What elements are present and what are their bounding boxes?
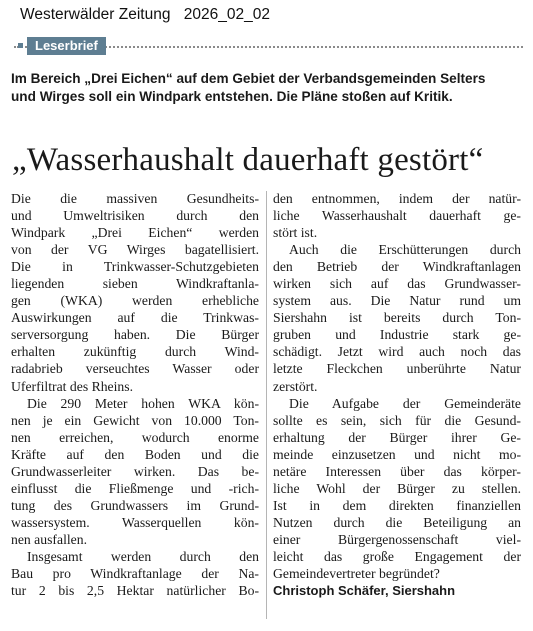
- text-line: Windpark „Drei Eichen“ werden: [11, 225, 259, 241]
- text-line: serversorgung haben. Die Bürger: [11, 327, 259, 343]
- article-teaser: Im Bereich „Drei Eichen“ auf dem Gebiet der Verbandsgemeinden Selters und Wirges soll ein Windpark entstehen. Die Pläne stoßen auf Kritik.: [11, 71, 486, 104]
- text-line: erhaltung der Bürger ihrer Ge-: [273, 429, 521, 445]
- text-line: wassersystem. Wasserquellen kön-: [11, 514, 259, 530]
- text-line: schädigt. Jetzt wird auch noch das: [273, 344, 521, 360]
- text-line: tung des Grundwassers im Grund-: [11, 497, 259, 513]
- text-line: liche Wohl der Bürger zu stellen.: [273, 480, 521, 496]
- text-line: zerstört.: [273, 378, 318, 394]
- text-line: sollte es sein, sich für die Gesund-: [273, 412, 521, 428]
- text-line: nen ausfallen.: [11, 531, 88, 547]
- text-line: nen erreichen, wodurch enorme: [11, 429, 259, 445]
- text-line: Auch die Erschütterungen durch: [289, 242, 521, 258]
- text-line: Uferfiltrat des Rheins.: [11, 378, 134, 394]
- text-line: netäre Interessen über das körper-: [273, 463, 521, 479]
- author-signature: Christoph Schäfer, Siershahn: [273, 583, 456, 599]
- text-line: tur 2 bis 2,5 Hektar natürlicher Bo-: [11, 583, 259, 599]
- article-column-right: [273, 190, 521, 599]
- text-line: erhalten zukünftig durch Wind-: [11, 344, 259, 360]
- text-line: Die 290 Meter hohen WKA kön-: [27, 395, 259, 411]
- text-line: Kräfte auf den Boden und die: [11, 446, 259, 462]
- text-line: Auswirkungen auf die Trinkwas-: [11, 310, 259, 326]
- text-line: leicht das große Engagement der: [273, 548, 521, 564]
- text-line: den Betrieb der Windkraftanlagen: [273, 259, 521, 275]
- text-line: nen je ein Gewicht von 10.000 Ton-: [11, 412, 259, 428]
- text-line: Die in Trinkwasser-Schutzgebieten: [11, 259, 259, 275]
- text-line: Insgesamt werden durch den: [27, 548, 259, 564]
- text-line: einflusst die Fließmenge und -rich-: [11, 480, 259, 496]
- newspaper-name: Westerwälder Zeitung: [20, 6, 171, 23]
- source-line: [20, 6, 270, 24]
- text-line: liche Wasserhaushalt dauerhaft ge-: [273, 208, 521, 224]
- text-line: stört ist.: [273, 225, 318, 241]
- text-line: und Umweltrisiken durch den: [11, 208, 259, 224]
- text-line: einer Bürgergenossenschaft viel-: [273, 531, 521, 547]
- publication-date: 2026_02_02: [183, 6, 271, 23]
- text-line: gruben und Industrie stark ge-: [273, 327, 521, 343]
- badge-marker: [18, 43, 23, 48]
- text-line: Nutzen durch die Beteiligung an: [273, 514, 521, 530]
- text-line: Grundwasserleiter wirken. Das be-: [11, 463, 259, 479]
- text-line: Ist in dem direkten finanziellen: [273, 497, 521, 513]
- text-line: liegenden sieben Windkraftanla-: [11, 276, 259, 292]
- text-line: gen (WKA) werden erhebliche: [11, 293, 259, 309]
- text-line: letzte Fleckchen unberührte Natur: [273, 361, 521, 377]
- text-line: Siershahn ist bereits durch Ton-: [273, 310, 521, 326]
- article-headline: „Wasserhaushalt dauerhaft gestört“: [12, 142, 484, 178]
- text-line: system aus. Die Natur rund um: [273, 293, 521, 309]
- text-line: wirken sich auf das Grundwasser-: [273, 276, 521, 292]
- section-badge: Leserbrief: [27, 37, 106, 55]
- text-line: radabrieb verseuchtes Wasser oder: [11, 361, 259, 377]
- article-column-left: [11, 190, 259, 599]
- text-line: Bau pro Windkraftanlage der Na-: [11, 566, 259, 582]
- text-line: den entnommen, indem der natür-: [273, 191, 521, 206]
- text-line: Gemeindevertreter begründet?: [273, 566, 440, 582]
- text-line: Die die massiven Gesundheits-: [11, 191, 259, 206]
- column-divider: [266, 191, 267, 619]
- text-line: meinde einzusetzen und nicht mo-: [273, 446, 521, 462]
- text-line: Die Aufgabe der Gemeinderäte: [289, 395, 521, 411]
- text-line: von der VG Wirges bagatellisiert.: [11, 242, 259, 258]
